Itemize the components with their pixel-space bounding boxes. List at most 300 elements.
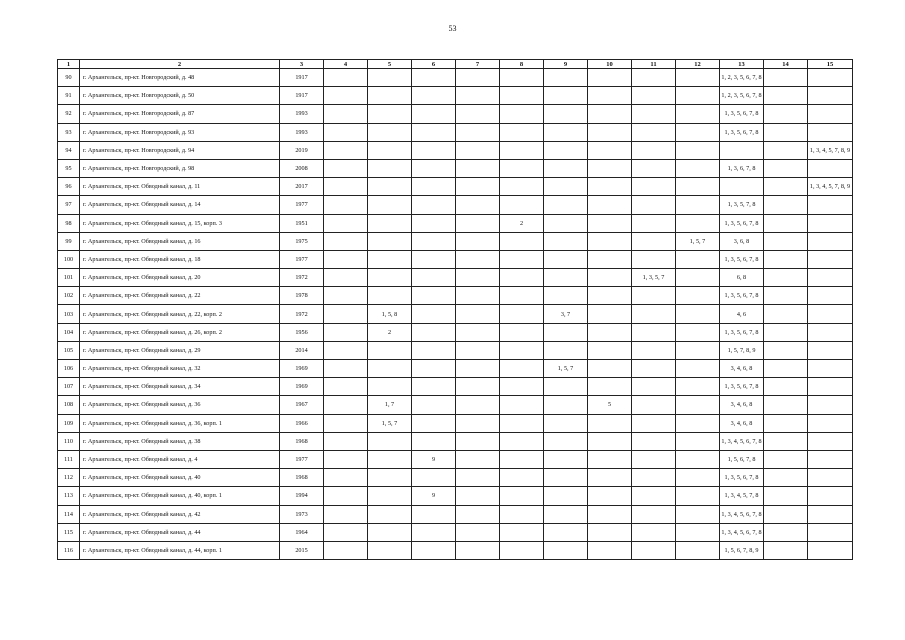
col-8-cell [500,69,544,87]
col-10-cell [588,105,632,123]
address-cell: г. Архангельск, пр-кт. Обводный канал, д. 20 [80,269,280,287]
col-4-cell [324,360,368,378]
col-15-cell [808,432,853,450]
col-10-cell [588,287,632,305]
col-13-cell: 1, 5, 6, 7, 8, 9 [720,541,764,559]
col-10-cell [588,378,632,396]
col-6-cell: 9 [412,487,456,505]
col-11-cell [632,378,676,396]
col-7-cell [456,432,500,450]
col-13-cell: 1, 3, 4, 5, 7, 8 [720,487,764,505]
col-14-cell [764,287,808,305]
col-12-cell [676,450,720,468]
address-cell: г. Архангельск, пр-кт. Новгородский, д. 93 [80,123,280,141]
col-13-cell: 1, 2, 3, 5, 6, 7, 8 [720,69,764,87]
col-6-cell [412,396,456,414]
table-row [58,378,853,396]
col-9-cell [544,432,588,450]
col-6-cell [412,123,456,141]
column-header: 11 [632,60,676,69]
col-15-cell [808,87,853,105]
col-8-cell [500,396,544,414]
col-9-cell [544,269,588,287]
col-12-cell [676,141,720,159]
col-13-cell: 1, 3, 5, 6, 7, 8 [720,469,764,487]
col-7-cell [456,378,500,396]
col-10-cell [588,505,632,523]
col-6-cell [412,141,456,159]
address-cell: г. Архангельск, пр-кт. Новгородский, д. 98 [80,159,280,177]
col-13-cell: 1, 2, 3, 5, 6, 7, 8 [720,87,764,105]
col-9-cell [544,378,588,396]
col-7-cell [456,232,500,250]
col-8-cell [500,450,544,468]
address-cell: г. Архангельск, пр-кт. Обводный канал, д. 40, корп. 1 [80,487,280,505]
col-15-cell [808,250,853,268]
year-cell: 1993 [280,123,324,141]
col-11-cell [632,159,676,177]
column-header: 3 [280,60,324,69]
col-12-cell [676,105,720,123]
col-5-cell [368,232,412,250]
col-6-cell [412,323,456,341]
col-14-cell [764,541,808,559]
col-11-cell [632,450,676,468]
address-cell: г. Архангельск, пр-кт. Обводный канал, д. 44, корп. 1 [80,541,280,559]
table-row [58,269,853,287]
col-15-cell: 1, 3, 4, 5, 7, 8, 9 [808,141,853,159]
col-7-cell [456,159,500,177]
col-6-cell [412,196,456,214]
col-4-cell [324,469,368,487]
col-4-cell [324,487,368,505]
year-cell: 1917 [280,69,324,87]
year-cell: 1972 [280,305,324,323]
col-11-cell [632,341,676,359]
col-7-cell [456,523,500,541]
col-4-cell [324,396,368,414]
year-cell: 1972 [280,269,324,287]
table-row [58,123,853,141]
col-7-cell [456,105,500,123]
register-table [57,59,853,560]
year-cell: 1975 [280,232,324,250]
col-5-cell: 2 [368,323,412,341]
col-14-cell [764,450,808,468]
column-header: 6 [412,60,456,69]
col-5-cell [368,378,412,396]
col-7-cell [456,69,500,87]
col-4-cell [324,123,368,141]
col-12-cell [676,250,720,268]
year-cell: 1993 [280,105,324,123]
col-5-cell [368,360,412,378]
col-4-cell [324,341,368,359]
col-15-cell [808,159,853,177]
column-header: 12 [676,60,720,69]
col-15-cell [808,196,853,214]
col-4-cell [324,232,368,250]
row-number: 109 [58,414,80,432]
col-15-cell [808,214,853,232]
col-8-cell [500,505,544,523]
col-15-cell [808,487,853,505]
col-11-cell [632,287,676,305]
col-11-cell [632,69,676,87]
col-9-cell [544,250,588,268]
address-cell: г. Архангельск, пр-кт. Новгородский, д. 48 [80,69,280,87]
row-number: 94 [58,141,80,159]
col-9-cell: 3, 7 [544,305,588,323]
col-6-cell [412,432,456,450]
col-6-cell [412,287,456,305]
col-5-cell [368,214,412,232]
col-8-cell [500,360,544,378]
address-cell: г. Архангельск, пр-кт. Обводный канал, д. 22, корп. 2 [80,305,280,323]
col-8-cell [500,250,544,268]
col-10-cell [588,141,632,159]
col-12-cell [676,69,720,87]
table-row [58,141,853,159]
col-15-cell [808,305,853,323]
col-14-cell [764,178,808,196]
col-5-cell [368,487,412,505]
address-cell: г. Архангельск, пр-кт. Обводный канал, д. 14 [80,196,280,214]
year-cell: 1969 [280,360,324,378]
col-7-cell [456,305,500,323]
col-12-cell [676,487,720,505]
row-number: 93 [58,123,80,141]
col-7-cell [456,396,500,414]
col-4-cell [324,269,368,287]
column-header: 1 [58,60,80,69]
col-14-cell [764,123,808,141]
col-5-cell [368,341,412,359]
address-cell: г. Архангельск, пр-кт. Обводный канал, д. 44 [80,523,280,541]
col-15-cell [808,523,853,541]
col-9-cell [544,487,588,505]
col-6-cell [412,214,456,232]
col-13-cell: 1, 3, 4, 5, 6, 7, 8 [720,505,764,523]
col-5-cell [368,87,412,105]
col-10-cell [588,232,632,250]
col-11-cell [632,123,676,141]
table-row [58,105,853,123]
address-cell: г. Архангельск, пр-кт. Новгородский, д. 94 [80,141,280,159]
col-13-cell: 1, 3, 5, 6, 7, 8 [720,287,764,305]
col-9-cell [544,469,588,487]
col-15-cell [808,450,853,468]
table-row [58,305,853,323]
year-cell: 1964 [280,523,324,541]
row-number: 114 [58,505,80,523]
year-cell: 2017 [280,178,324,196]
year-cell: 1966 [280,414,324,432]
col-5-cell [368,159,412,177]
table-row [58,214,853,232]
year-cell: 2015 [280,541,324,559]
col-6-cell [412,505,456,523]
address-cell: г. Архангельск, пр-кт. Новгородский, д. 50 [80,87,280,105]
col-9-cell [544,541,588,559]
col-8-cell [500,432,544,450]
col-8-cell [500,178,544,196]
col-6-cell [412,269,456,287]
col-7-cell [456,505,500,523]
col-8-cell [500,469,544,487]
col-12-cell: 1, 5, 7 [676,232,720,250]
row-number: 102 [58,287,80,305]
address-cell: г. Архангельск, пр-кт. Обводный канал, д. 15, корп. 3 [80,214,280,232]
col-4-cell [324,141,368,159]
table-row [58,323,853,341]
col-13-cell: 1, 3, 5, 6, 7, 8 [720,105,764,123]
col-14-cell [764,305,808,323]
col-11-cell [632,196,676,214]
col-13-cell: 1, 3, 6, 7, 8 [720,159,764,177]
col-4-cell [324,414,368,432]
year-cell: 2008 [280,159,324,177]
col-9-cell [544,196,588,214]
col-14-cell [764,323,808,341]
col-12-cell [676,87,720,105]
year-cell: 1956 [280,323,324,341]
col-6-cell [412,69,456,87]
page-number: 53 [448,24,457,33]
address-cell: г. Архангельск, пр-кт. Обводный канал, д. 11 [80,178,280,196]
col-5-cell [368,523,412,541]
col-12-cell [676,269,720,287]
col-4-cell [324,287,368,305]
address-cell: г. Архангельск, пр-кт. Обводный канал, д. 29 [80,341,280,359]
col-7-cell [456,178,500,196]
col-11-cell [632,523,676,541]
col-8-cell [500,305,544,323]
col-15-cell [808,232,853,250]
col-7-cell [456,141,500,159]
col-9-cell: 1, 5, 7 [544,360,588,378]
column-header: 13 [720,60,764,69]
col-12-cell [676,178,720,196]
col-11-cell [632,178,676,196]
col-15-cell [808,414,853,432]
col-14-cell [764,378,808,396]
table-row [58,487,853,505]
table-row [58,69,853,87]
col-10-cell [588,487,632,505]
col-5-cell [368,69,412,87]
col-14-cell [764,141,808,159]
col-7-cell [456,469,500,487]
col-11-cell [632,232,676,250]
col-8-cell [500,159,544,177]
col-11-cell [632,487,676,505]
col-10-cell [588,69,632,87]
col-9-cell [544,523,588,541]
col-11-cell [632,105,676,123]
col-6-cell [412,178,456,196]
col-12-cell [676,123,720,141]
col-8-cell: 2 [500,214,544,232]
col-10-cell [588,541,632,559]
col-5-cell [368,250,412,268]
col-9-cell [544,69,588,87]
col-10-cell [588,178,632,196]
col-11-cell [632,414,676,432]
col-7-cell [456,287,500,305]
table-row [58,178,853,196]
address-cell: г. Архангельск, пр-кт. Обводный канал, д. 38 [80,432,280,450]
col-14-cell [764,269,808,287]
col-8-cell [500,487,544,505]
year-cell: 1977 [280,450,324,468]
col-10-cell [588,432,632,450]
col-6-cell [412,469,456,487]
col-13-cell: 1, 3, 5, 6, 7, 8 [720,123,764,141]
table-row [58,505,853,523]
col-8-cell [500,287,544,305]
address-cell: г. Архангельск, пр-кт. Обводный канал, д. 36, корп. 1 [80,414,280,432]
col-13-cell: 3, 4, 6, 8 [720,414,764,432]
col-12-cell [676,287,720,305]
address-cell: г. Архангельск, пр-кт. Обводный канал, д. 26, корп. 2 [80,323,280,341]
col-13-cell: 3, 4, 6, 8 [720,360,764,378]
col-10-cell [588,323,632,341]
col-10-cell [588,360,632,378]
col-15-cell [808,541,853,559]
year-cell: 2014 [280,341,324,359]
col-13-cell: 1, 5, 7, 8, 9 [720,341,764,359]
col-11-cell [632,469,676,487]
col-11-cell [632,141,676,159]
col-15-cell [808,323,853,341]
row-number: 99 [58,232,80,250]
col-10-cell [588,414,632,432]
col-4-cell [324,178,368,196]
address-cell: г. Архангельск, пр-кт. Обводный канал, д. 32 [80,360,280,378]
address-cell: г. Архангельск, пр-кт. Обводный канал, д. 36 [80,396,280,414]
col-9-cell [544,396,588,414]
col-12-cell [676,505,720,523]
col-6-cell [412,232,456,250]
col-5-cell [368,178,412,196]
col-9-cell [544,232,588,250]
col-12-cell [676,396,720,414]
row-number: 113 [58,487,80,505]
year-cell: 1978 [280,287,324,305]
col-12-cell [676,360,720,378]
col-7-cell [456,487,500,505]
col-9-cell [544,505,588,523]
header-row [58,60,853,69]
col-4-cell [324,523,368,541]
table-row [58,341,853,359]
col-7-cell [456,414,500,432]
column-header: 9 [544,60,588,69]
col-8-cell [500,269,544,287]
col-7-cell [456,250,500,268]
col-12-cell [676,214,720,232]
col-6-cell [412,523,456,541]
col-13-cell: 1, 3, 5, 6, 7, 8 [720,323,764,341]
row-number: 95 [58,159,80,177]
col-7-cell [456,87,500,105]
col-5-cell [368,450,412,468]
col-10-cell [588,87,632,105]
col-10-cell [588,123,632,141]
address-cell: г. Архангельск, пр-кт. Обводный канал, д. 22 [80,287,280,305]
col-4-cell [324,69,368,87]
table-row [58,287,853,305]
year-cell: 1977 [280,250,324,268]
col-5-cell: 1, 7 [368,396,412,414]
table-row [58,450,853,468]
col-6-cell [412,541,456,559]
col-14-cell [764,469,808,487]
col-11-cell [632,323,676,341]
col-13-cell: 1, 3, 5, 7, 8 [720,196,764,214]
col-4-cell [324,378,368,396]
col-10-cell [588,450,632,468]
table-row [58,541,853,559]
col-14-cell [764,487,808,505]
col-14-cell [764,396,808,414]
row-number: 107 [58,378,80,396]
col-4-cell [324,450,368,468]
col-6-cell [412,159,456,177]
col-12-cell [676,523,720,541]
row-number: 100 [58,250,80,268]
col-11-cell [632,305,676,323]
col-11-cell [632,541,676,559]
table-row [58,396,853,414]
col-13-cell [720,141,764,159]
col-10-cell [588,250,632,268]
col-5-cell [368,123,412,141]
col-15-cell [808,287,853,305]
col-5-cell [368,469,412,487]
col-5-cell [368,105,412,123]
col-12-cell [676,414,720,432]
col-8-cell [500,123,544,141]
col-4-cell [324,87,368,105]
col-8-cell [500,323,544,341]
col-5-cell [368,287,412,305]
col-6-cell [412,341,456,359]
row-number: 90 [58,69,80,87]
col-14-cell [764,87,808,105]
col-7-cell [456,123,500,141]
col-4-cell [324,432,368,450]
col-12-cell [676,469,720,487]
col-9-cell [544,341,588,359]
col-13-cell: 1, 3, 5, 6, 7, 8 [720,214,764,232]
col-14-cell [764,414,808,432]
col-12-cell [676,432,720,450]
col-15-cell: 1, 3, 4, 5, 7, 8, 9 [808,178,853,196]
col-4-cell [324,541,368,559]
table-row [58,232,853,250]
year-cell: 1917 [280,87,324,105]
row-number: 96 [58,178,80,196]
col-4-cell [324,196,368,214]
col-10-cell [588,341,632,359]
col-7-cell [456,323,500,341]
col-15-cell [808,505,853,523]
column-header: 7 [456,60,500,69]
col-12-cell [676,305,720,323]
row-number: 115 [58,523,80,541]
